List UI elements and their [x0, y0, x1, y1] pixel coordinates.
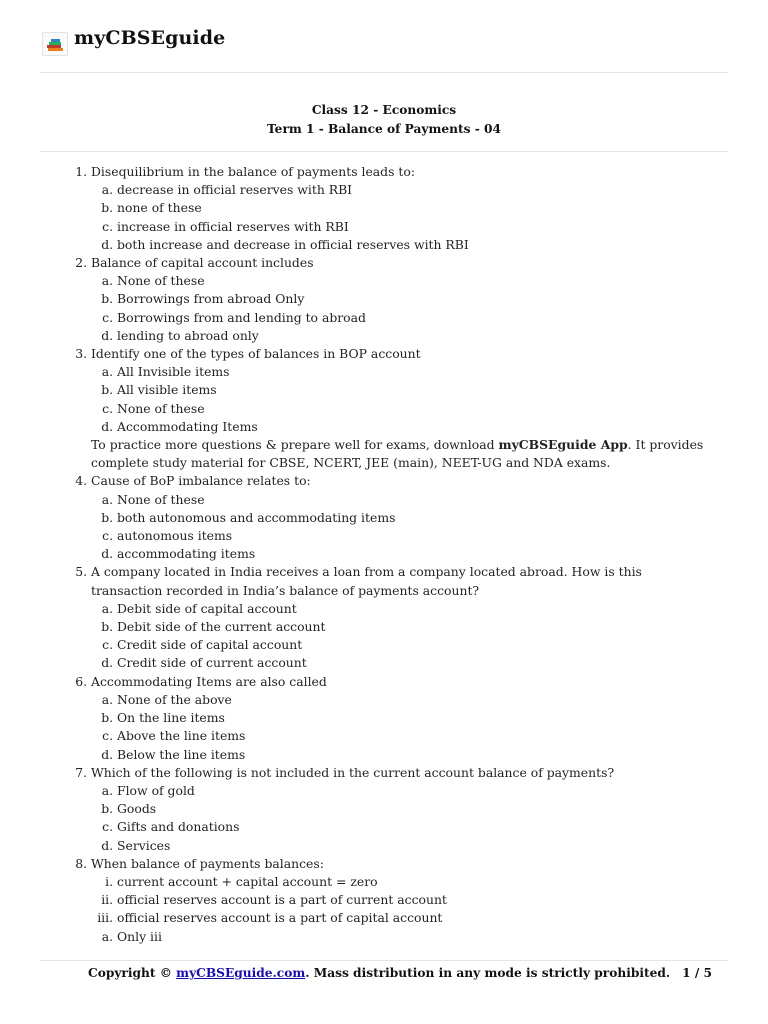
option-item: b. Debit side of the current account	[117, 618, 712, 636]
page-header	[40, 26, 728, 73]
document-title	[40, 101, 728, 152]
option-list	[91, 363, 712, 436]
question-item	[91, 673, 712, 764]
chapter-title: Term 1 - Balance of Payments - 04	[267, 121, 501, 136]
option-item: b. On the line items	[117, 709, 712, 727]
option-list	[91, 782, 712, 855]
option-item: c. Gifts and donations	[117, 818, 712, 836]
option-item: a. None of these	[117, 272, 712, 290]
question-item	[91, 163, 712, 254]
promo-app-name: myCBSEguide App	[498, 437, 628, 453]
option-item: c. autonomous items	[117, 527, 712, 545]
statement-list	[91, 873, 712, 928]
statement-item: iii. official reserves account is a part of capital account	[117, 909, 712, 927]
option-item: a. Debit side of capital account	[117, 600, 712, 618]
brand-name[interactable]: myCBSEguide	[74, 27, 226, 49]
option-item: b. All visible items	[117, 381, 712, 399]
option-item: d. Credit side of current account	[117, 654, 712, 672]
question-text: Balance of capital account includes	[91, 255, 314, 271]
option-list	[91, 928, 712, 946]
promo-after: . It provides complete study material for CBSE, NCERT, JEE (main), NEET-UG and NDA exams.	[91, 437, 704, 471]
option-item: d. both increase and decrease in official reserves with RBI	[117, 236, 712, 254]
option-item: a. None of the above	[117, 691, 712, 709]
question-text: A company located in India receives a loan from a company located abroad. How is this transaction recorded in India’s balance of payments account?	[91, 564, 642, 598]
option-item: c. Credit side of capital account	[117, 636, 712, 654]
option-item: d. lending to abroad only	[117, 327, 712, 345]
option-item: c. Borrowings from and lending to abroad	[117, 309, 712, 327]
question-item	[91, 563, 712, 672]
question-text: Identify one of the types of balances in BOP account	[91, 346, 421, 362]
page-number: 1 / 5	[682, 966, 712, 980]
question-text: When balance of payments balances:	[91, 855, 324, 871]
option-item: b. none of these	[117, 199, 712, 217]
option-item: a. Only iii	[117, 928, 712, 946]
option-item: a. All Invisible items	[117, 363, 712, 381]
question-item	[91, 345, 712, 472]
option-item: c. increase in official reserves with RBI	[117, 218, 712, 236]
question-text: Disequilibrium in the balance of payments leads to:	[91, 164, 416, 179]
option-item: a. None of these	[117, 491, 712, 509]
question-text: Accommodating Items are also called	[91, 673, 327, 689]
promo-text	[91, 436, 712, 472]
website-link[interactable]: myCBSEguide.com	[176, 966, 306, 980]
option-item: d. Services	[117, 837, 712, 855]
option-list	[91, 181, 712, 254]
option-item: d. Accommodating Items	[117, 418, 712, 436]
promo-before: To practice more questions & prepare well for exams, download	[91, 437, 499, 453]
distribution-notice: . Mass distribution in any mode is strictly prohibited.	[305, 966, 671, 980]
option-list	[91, 491, 712, 564]
option-item: b. Borrowings from abroad Only	[117, 290, 712, 308]
option-item: c. None of these	[117, 400, 712, 418]
option-item: a. decrease in official reserves with RBI	[117, 181, 712, 199]
class-title: Class 12 - Economics	[311, 103, 457, 117]
option-item: d. accommodating items	[117, 545, 712, 563]
option-list	[91, 272, 712, 345]
question-item	[91, 855, 712, 946]
option-item: b. Goods	[117, 800, 712, 818]
question-text: Which of the following is not included in the current account balance of payments?	[91, 764, 615, 780]
copyright-notice	[88, 966, 670, 980]
option-item: d. Below the line items	[117, 746, 712, 764]
option-item: c. Above the line items	[117, 727, 712, 745]
statement-item: i. current account + capital account = zero	[117, 873, 712, 891]
page-footer	[40, 960, 728, 991]
copyright-label: Copyright ©	[88, 966, 177, 980]
question-list	[40, 163, 712, 946]
question-text: Cause of BoP imbalance relates to:	[91, 473, 311, 489]
option-item: a. Flow of gold	[117, 782, 712, 800]
questions-section	[40, 163, 712, 946]
option-list	[91, 691, 712, 764]
statement-item: ii. official reserves account is a part of current account	[117, 891, 712, 909]
option-list	[91, 600, 712, 673]
question-item	[91, 254, 712, 345]
books-logo-icon	[42, 32, 68, 56]
question-item	[91, 472, 712, 563]
option-item: b. both autonomous and accommodating items	[117, 509, 712, 527]
question-item	[91, 764, 712, 855]
